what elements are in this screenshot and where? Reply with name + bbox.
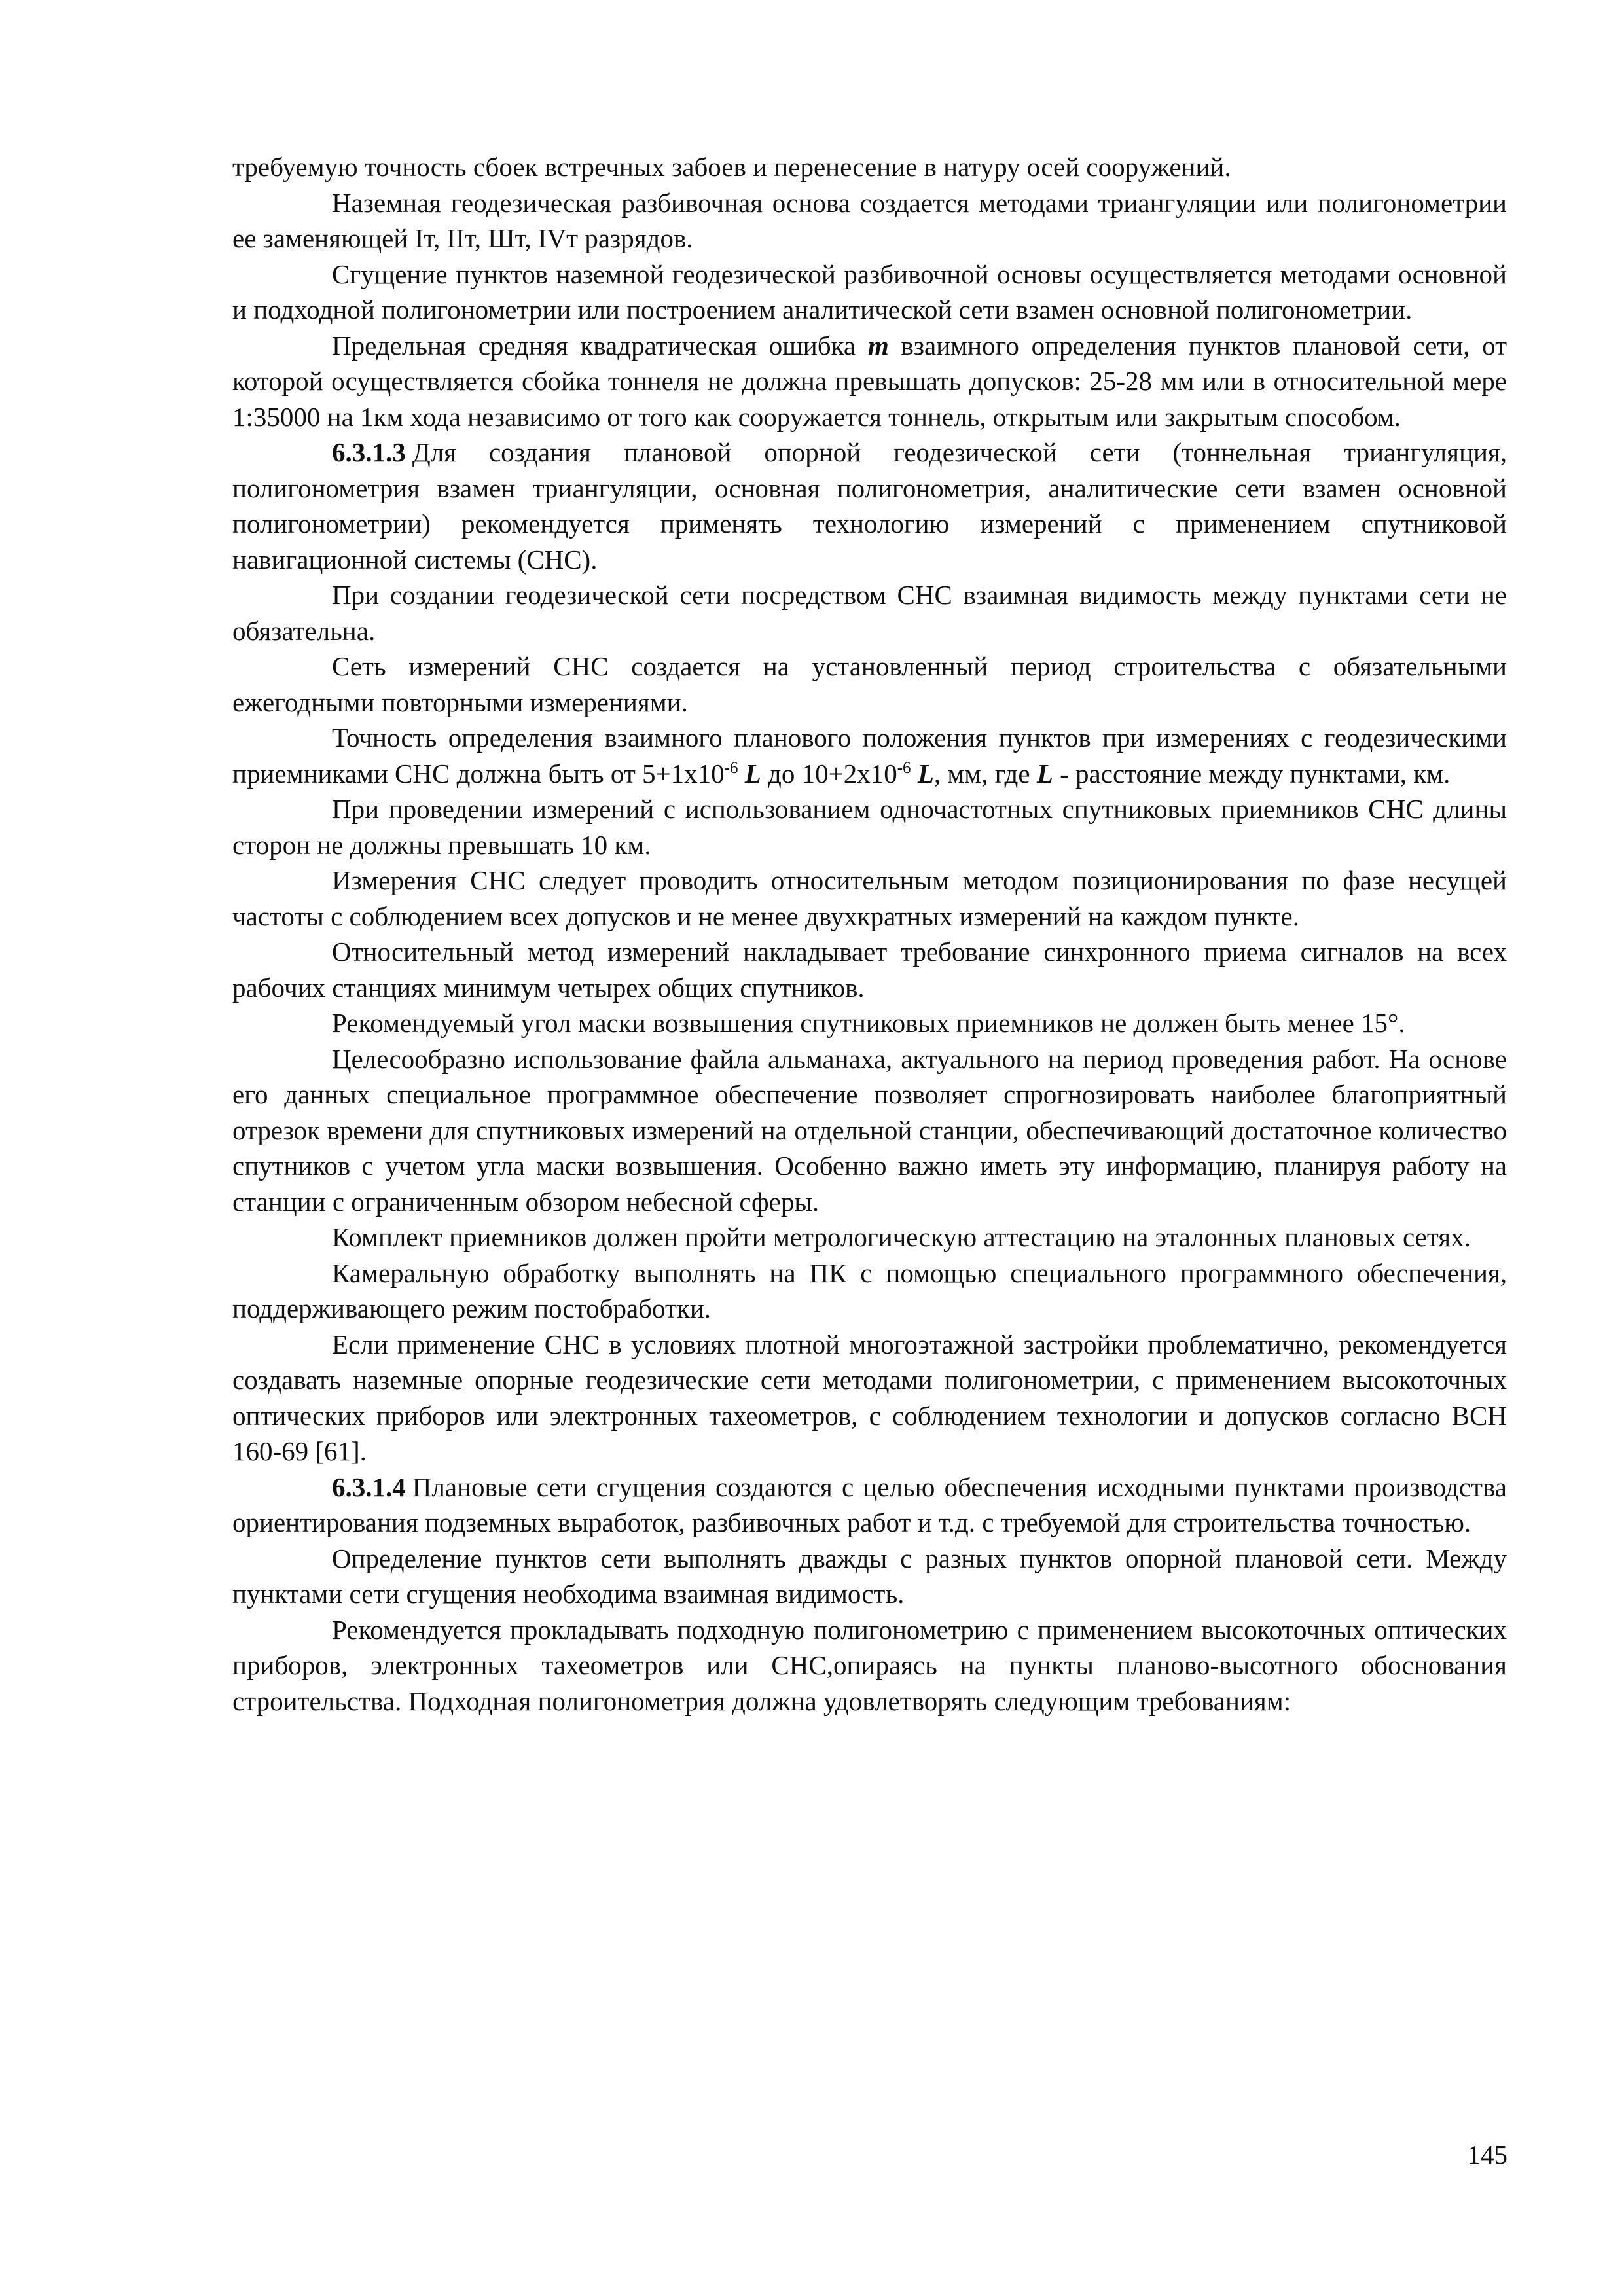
paragraph: Относительный метод измерений накладывает требование синхронного приема сигналов на всех рабочих станциях минимум четырех общих спутников. (232, 937, 1507, 1003)
paragraph: Наземная геодезическая разбивочная основа создается методами триангуляции или полигонометрии ее заменяющей Iт, IIт, Шт, IVт разрядов. (232, 187, 1507, 253)
paragraph-text: Точность определения взаимного планового положения пунктов при измерениях с геодезическими приемниками СНС должна быть от 5+1х10 (232, 723, 1507, 789)
paragraph: Камеральную обработку выполнять на ПК с помощью специального программного обеспечения, поддерживающего режим постобработки. (232, 1257, 1507, 1323)
paragraph: Если применение СНС в условиях плотной многоэтажной застройки проблематично, рекомендуется создавать наземные опорные геодезические сети методами полигонометрии, с применением высокоточных оптических приборов или электронных тахеометров, с соблюдением технологии и допусков согласно ВСН 160-69 [61]. (232, 1329, 1507, 1466)
paragraph: При проведении измерений с использованием одночастотных спутниковых приемников СНС длины сторон не должны превышать 10 км. (232, 794, 1507, 860)
paragraph: Рекомендуется прокладывать подходную полигонометрию с применением высокоточных оптических приборов, электронных тахеометров или СНС,опираясь на пункты планово-высотного обоснования строительства. Подходная полигонометрия должна удовлетворять следующим требованиям: (232, 1614, 1507, 1716)
paragraph: Целесообразно использование файла альманаха, актуального на период проведения работ. На основе его данных специальное программное обеспечение позволяет спрогнозировать наиболее благоприятный отрезок времени для спутниковых измерений на отдельной станции, обеспечивающий достаточное количество спутников с учетом угла маски возвышения. Особенно важно иметь эту информацию, планируя работу на станции с ограниченным обзором небесной сферы. (232, 1043, 1507, 1217)
paragraph: Измерения СНС следует проводить относительным методом позиционирования по фазе несущей частоты с соблюдением всех допусков и не менее двухкратных измерений на каждом пункте. (232, 865, 1507, 931)
paragraph (232, 720, 1507, 791)
clause-text: Плановые сети сгущения создаются с целью обеспечения исходными пунктами производства ориентирования подземных выработок, разбивочных работ и т.д. с требуемой для строительства точностью. (232, 1471, 1507, 1537)
paragraph-text: - расстояние между пунктами, км. (1053, 758, 1451, 789)
paragraph-text: Предельная средняя квадратическая ошибка (332, 330, 868, 361)
paragraph: Сеть измерений СНС создается на установленный период строительства с обязательными ежегодными повторными измерениями. (232, 651, 1507, 717)
paragraph: При создании геодезической сети посредством СНС взаимная видимость между пунктами сети не обязательна. (232, 580, 1507, 646)
paragraph-text: до 10+2х10 (761, 758, 897, 789)
paragraph-text: взаимного определения пунктов плановой сети, от которой осуществляется сбойка тоннеля не должна превышать допусков: 25-28 мм или в относительной мере 1:35000 на 1км хода независимо от того как сооружается тоннель, открытым или закрытым способом. (232, 330, 1507, 432)
paragraph: Определение пунктов сети выполнять дважды с разных пунктов опорной плановой сети. Между пунктами сети сгущения необходима взаимная видимость. (232, 1543, 1507, 1609)
document-body (232, 149, 1507, 1719)
clause-6-3-1-3 (232, 435, 1507, 577)
paragraph: требуемую точность сбоек встречных забоев и перенесение в натуру осей сооружений. (232, 152, 1231, 182)
paragraph: Комплект приемников должен пройти метрологическую аттестацию на эталонных плановых сетях. (332, 1222, 1471, 1252)
math-symbol-l: L (917, 758, 934, 789)
math-symbol-m: m (867, 330, 889, 361)
math-symbol-l: L (1036, 758, 1053, 789)
clause-text: Для создания плановой опорной геодезической сети (тоннельная триангуляция, полигонометрия взамен триангуляции, основная полигонометрия, аналитические сети взамен основной полигонометрии) рекомендуется применять технологию измерений с применением спутниковой навигационной системы (СНС). (232, 437, 1507, 575)
paragraph: Сгущение пунктов наземной геодезической разбивочной основы осуществляется методами основной и подходной полигонометрии или построением аналитической сети взамен основной полигонометрии. (232, 259, 1507, 325)
paragraph (232, 328, 1507, 435)
math-symbol-l: L (744, 758, 761, 789)
exponent: -6 (724, 759, 738, 777)
paragraph: Рекомендуемый угол маски возвышения спутниковых приемников не должен быть менее 15°. (332, 1008, 1405, 1038)
clause-number: 6.3.1.4 (332, 1471, 406, 1502)
paragraph-text: , мм, где (933, 758, 1037, 789)
clause-6-3-1-4 (232, 1469, 1507, 1541)
clause-number: 6.3.1.3 (332, 437, 406, 467)
exponent: -6 (897, 759, 911, 777)
page-number: 145 (1467, 2140, 1507, 2170)
